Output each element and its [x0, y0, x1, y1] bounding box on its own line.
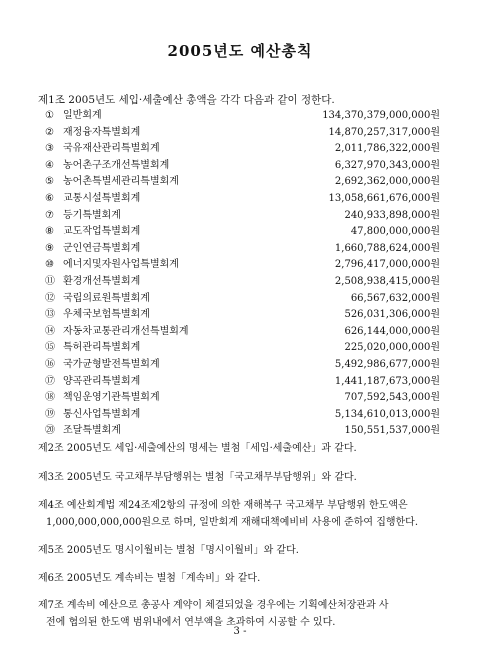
item-name: 재정융자특별회계: [63, 126, 141, 138]
article-4: [38, 497, 448, 531]
budget-item-row: [45, 141, 440, 158]
budget-item-row: [45, 423, 440, 440]
budget-item-row: [45, 208, 440, 225]
item-amount: 47,800,000,000원: [350, 226, 440, 238]
item-number: ⑨: [45, 242, 54, 254]
item-amount: 2,692,362,000,000원: [334, 176, 440, 188]
item-name: 에너지및자원사업특별회계: [63, 259, 179, 271]
budget-item-row: [45, 108, 440, 125]
item-amount: 2,508,938,415,000원: [334, 275, 440, 287]
budget-item-row: [45, 191, 440, 208]
item-name: 농어촌특별세관리특별회계: [63, 176, 179, 188]
item-name: 군인연금특별회계: [63, 242, 141, 254]
item-number: ⑰: [45, 375, 55, 387]
item-amount: 526,031,306,000원: [344, 309, 440, 321]
item-name: 일반회계: [63, 110, 102, 121]
item-name: 자동차교통관리개선특별회계: [63, 325, 189, 337]
item-name: 우체국보험특별회계: [63, 309, 150, 321]
item-number: ⑫: [45, 292, 55, 304]
item-amount: 2,796,417,000,000원: [334, 259, 440, 271]
item-number: ⑬: [45, 309, 55, 321]
article-4-line-2: 1,000,000,000,000원으로 하며, 일반회계 재해대책예비비 사용에 준하여 집행한다.: [46, 517, 419, 528]
item-number: ⑳: [45, 425, 55, 437]
item-amount: 2,011,786,322,000원: [334, 143, 440, 155]
item-number: ⑭: [45, 325, 55, 337]
item-name: 조달특별회계: [63, 425, 121, 437]
item-amount: 1,660,788,624,000원: [334, 242, 440, 254]
item-number: ⑩: [45, 259, 54, 271]
item-amount: 134,370,379,000,000원: [322, 110, 440, 121]
item-name: 국가균형발전특별회계: [63, 358, 160, 370]
budget-item-row: [45, 390, 440, 407]
item-name: 책임운영기관특별회계: [63, 392, 160, 404]
budget-item-row: [45, 125, 440, 142]
item-number: ⑯: [45, 358, 55, 370]
item-number: ⑲: [45, 408, 55, 420]
article-3: 제3조 2005년도 국고채무부담행위는 별첨「국고채무부담행위」와 같다.: [38, 472, 357, 483]
item-amount: 1,441,187,673,000원: [334, 375, 440, 387]
item-name: 등기특별회계: [63, 209, 121, 221]
article-5: 제5조 2005년도 명시이월비는 별첨「명시이월비」와 같다.: [38, 545, 299, 556]
budget-item-row: [45, 257, 440, 274]
item-name: 교통시설특별회계: [63, 192, 141, 204]
item-name: 양곡관리특별회계: [63, 375, 141, 387]
budget-item-row: [45, 307, 440, 324]
item-number: ②: [45, 126, 54, 138]
budget-item-row: [45, 374, 440, 391]
item-number: ⑧: [45, 226, 54, 238]
budget-item-row: [45, 158, 440, 175]
article-4-line-1: 제4조 예산회계법 제24조제2항의 규정에 의한 재해복구 국고채무 부담행위 한도액은: [38, 500, 408, 511]
article-2: 제2조 2005년도 세입·세출예산의 명세는 별첨「세입·세출예산」과 같다.: [38, 443, 357, 454]
budget-item-row: [45, 291, 440, 308]
budget-item-list: [45, 108, 440, 440]
item-number: ⑦: [45, 209, 54, 221]
article-7-line-1: 제7조 계속비 예산으로 총공사 계약이 체결되었을 경우에는 기획예산처장관과 사: [38, 600, 389, 611]
item-amount: 225,020,000,000원: [344, 342, 440, 354]
article-6: 제6조 2005년도 계속비는 별첨「계속비」와 같다.: [38, 573, 261, 584]
page-number: 3 -: [233, 626, 247, 637]
item-number: ⑥: [45, 192, 54, 204]
item-amount: 707,592,543,000원: [344, 392, 440, 404]
item-number: ⑪: [45, 275, 55, 287]
item-name: 국유재산관리특별회계: [63, 143, 160, 155]
budget-item-row: [45, 357, 440, 374]
item-amount: 5,492,986,677,000원: [334, 358, 440, 370]
item-number: ⑱: [45, 392, 55, 404]
item-number: ④: [45, 159, 54, 171]
budget-item-row: [45, 340, 440, 357]
item-amount: 13,058,661,676,000원: [328, 192, 440, 204]
item-amount: 240,933,898,000원: [344, 209, 440, 221]
item-name: 국립의료원특별회계: [63, 292, 150, 304]
item-amount: 66,567,632,000원: [350, 292, 440, 304]
budget-item-row: [45, 241, 440, 258]
budget-item-row: [45, 324, 440, 341]
item-amount: 150,551,537,000원: [344, 425, 440, 437]
budget-item-row: [45, 407, 440, 424]
item-name: 교도작업특별회계: [63, 226, 141, 238]
item-name: 통신사업특별회계: [63, 408, 141, 420]
budget-item-row: [45, 174, 440, 191]
item-name: 농어촌구조개선특별회계: [63, 159, 170, 171]
budget-item-row: [45, 224, 440, 241]
item-amount: 5,134,610,013,000원: [334, 408, 440, 420]
item-number: ③: [45, 143, 54, 155]
item-number: ⑮: [45, 342, 55, 354]
item-name: 특허관리특별회계: [63, 342, 141, 354]
item-number: ⑤: [45, 176, 54, 188]
article-1: 제1조 2005년도 세입·세출예산 총액을 각각 다음과 같이 정한다.: [38, 94, 335, 106]
document-title: 2005년도 예산총칙: [167, 42, 313, 60]
item-amount: 14,870,257,317,000원: [328, 126, 440, 138]
item-number: ①: [45, 110, 54, 121]
item-amount: 626,144,000,000원: [344, 325, 440, 337]
item-amount: 6,327,970,343,000원: [334, 159, 440, 171]
budget-item-row: [45, 274, 440, 291]
item-name: 환경개선특별회계: [63, 275, 141, 287]
article-7-line-2: 전에 협의된 한도액 범위내에서 연부액을 초과하여 시공할 수 있다.: [46, 617, 336, 628]
